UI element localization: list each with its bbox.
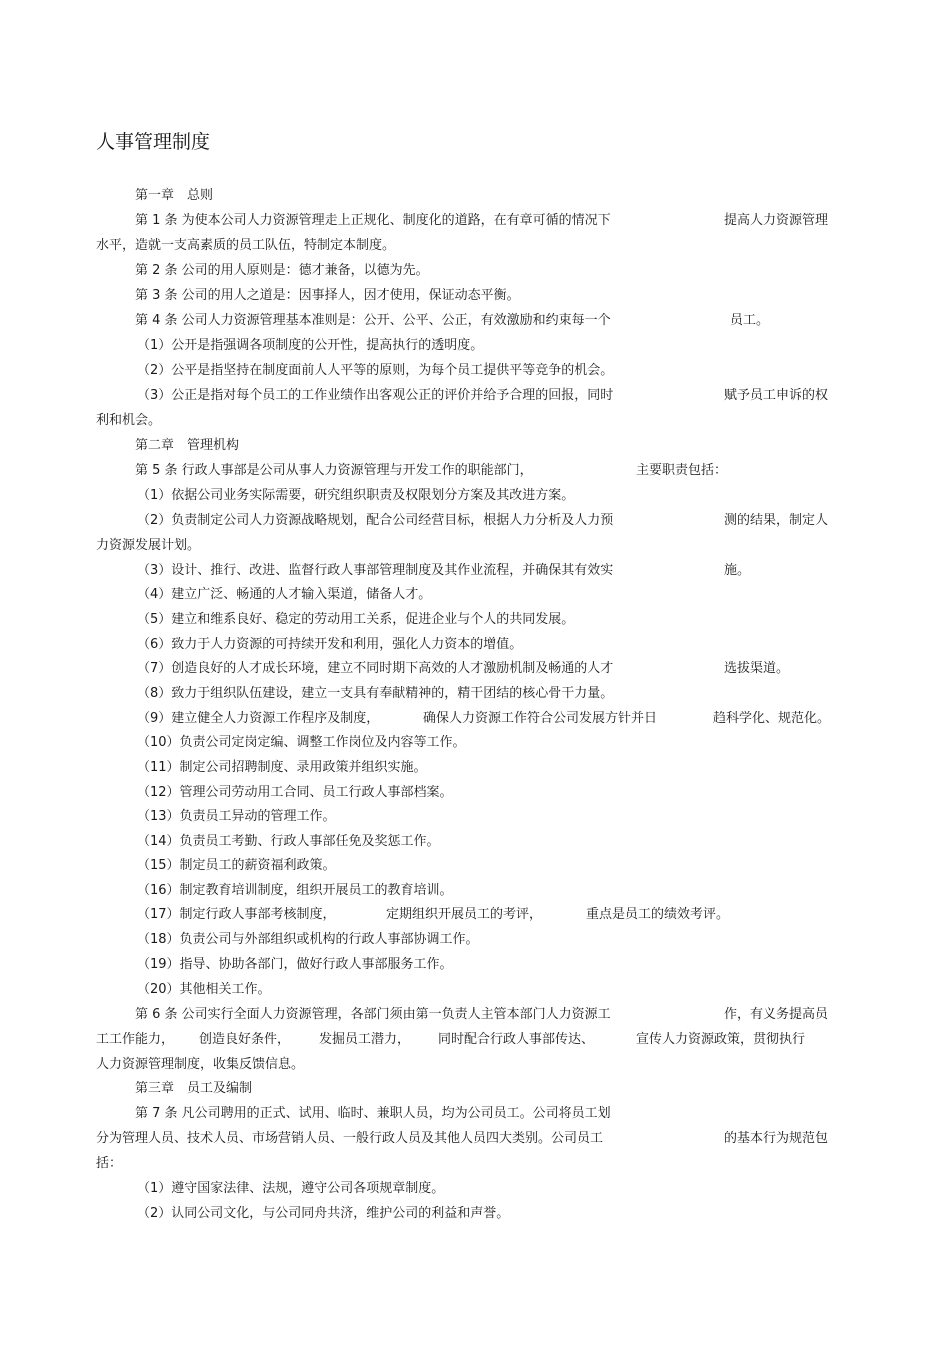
article-5-item-9-part-2: 确保人力资源工作符合公司发展方针并日 <box>423 711 658 726</box>
article-4-item-3-line-1: （3）公正是指对每个员工的工作业绩作出客观公正的评价并给予合理的回报，同时 <box>137 388 614 403</box>
article-4-item-2: （2）公平是指坚持在制度面前人人平等的原则，为每个员工提供平等竞争的机会。 <box>137 363 614 378</box>
article-5-item-2-line-1: （2）负责制定公司人力资源战略规划，配合公司经营目标，根据人力分析及人力预 <box>137 513 614 528</box>
article-1-line-1: 第 1 条 为使本公司人力资源管理走上正规化、制度化的道路，在有章可循的情况下 <box>135 213 611 228</box>
article-3: 第 3 条 公司的用人之道是：因事择人，因才使用，保证动态平衡。 <box>135 288 520 303</box>
article-5-item-3: （3）设计、推行、改进、监督行政人事部管理制度及其作业流程，并确保其有效实 <box>137 563 614 578</box>
article-6-line-2-part-5: 宣传人力资源政策，贯彻执行 <box>636 1032 806 1047</box>
article-4-item-3-line-2: 利和机会。 <box>96 413 162 428</box>
article-5-item-2-line-2: 力资源发展计划。 <box>96 538 201 553</box>
article-7-item-2: （2）认同公司文化，与公司同舟共济，维护公司的利益和声誉。 <box>137 1206 510 1221</box>
article-6-line-1-tail: 作，有义务提高员 <box>724 1007 829 1022</box>
article-4-line-1: 第 4 条 公司人力资源管理基本准则是：公开、公平、公正，有效激励和约束每一个 <box>135 313 611 328</box>
article-6-line-3: 人力资源管理制度，收集反馈信息。 <box>96 1057 305 1072</box>
article-6-line-2-part-3: 发掘员工潜力， <box>319 1032 411 1047</box>
article-5-item-16: （16）制定教育培训制度，组织开展员工的教育培训。 <box>137 883 453 898</box>
document-title: 人事管理制度 <box>96 131 211 153</box>
article-5-item-2-line-1-tail: 测的结果，制定人 <box>724 513 829 528</box>
article-7-item-1: （1）遵守国家法律、法规，遵守公司各项规章制度。 <box>137 1181 445 1196</box>
article-5-item-7: （7）创造良好的人才成长环境，建立不同时期下高效的人才激励机制及畅通的人才 <box>137 661 614 676</box>
article-5-line-1: 第 5 条 行政人事部是公司从事人力资源管理与开发工作的职能部门， <box>135 463 533 478</box>
article-1-line-2: 水平，造就一支高素质的员工队伍，特制定本制度。 <box>96 238 396 253</box>
article-7-line-3: 括： <box>96 1156 123 1171</box>
article-6-line-2-part-4: 同时配合行政人事部传达、 <box>438 1032 595 1047</box>
chapter-2-heading: 第二章 管理机构 <box>135 438 240 453</box>
article-7-line-2: 分为管理人员、技术人员、市场营销人员、一般行政人员及其他人员四大类别。公司员工 <box>96 1131 604 1146</box>
article-5-item-14: （14）负责员工考勤、行政人事部任免及奖惩工作。 <box>137 834 440 849</box>
article-7-line-2-tail: 的基本行为规范包 <box>724 1131 829 1146</box>
article-5-item-9-part-3: 趋科学化、规范化。 <box>713 711 831 726</box>
article-7-line-1: 第 7 条 凡公司聘用的正式、试用、临时、兼职人员，均为公司员工。公司将员工划 <box>135 1106 611 1121</box>
article-5-item-17-part-1: （17）制定行政人事部考核制度， <box>137 907 336 922</box>
article-5-item-12: （12）管理公司劳动用工合同、员工行政人事部档案。 <box>137 785 453 800</box>
article-5-item-10: （10）负责公司定岗定编、调整工作岗位及内容等工作。 <box>137 735 466 750</box>
article-1-line-1-tail: 提高人力资源管理 <box>724 213 829 228</box>
article-5-line-1-tail: 主要职责包括： <box>636 463 728 478</box>
article-5-item-19: （19）指导、协助各部门，做好行政人事部服务工作。 <box>137 957 453 972</box>
article-5-item-6: （6）致力于人力资源的可持续开发和利用，强化人力资本的增值。 <box>137 637 523 652</box>
chapter-1-heading: 第一章 总则 <box>135 188 214 203</box>
article-6-line-2-part-2: 创造良好条件， <box>199 1032 291 1047</box>
article-5-item-15: （15）制定员工的薪资福利政策。 <box>137 858 336 873</box>
article-5-item-8: （8）致力于组织队伍建设，建立一支具有奉献精神的，精干团结的核心骨干力量。 <box>137 686 614 701</box>
article-5-item-17-part-3: 重点是员工的绩效考评。 <box>586 907 730 922</box>
article-5-item-7-tail: 选拔渠道。 <box>724 661 790 676</box>
article-4-item-3-line-1-tail: 赋予员工申诉的权 <box>724 388 829 403</box>
article-4-line-1-tail: 员工。 <box>730 313 770 328</box>
article-5-item-3-tail: 施。 <box>724 563 751 578</box>
article-5-item-9-part-1: （9）建立健全人力资源工作程序及制度， <box>137 711 380 726</box>
article-6-line-2-part-1: 工工作能力， <box>96 1032 175 1047</box>
article-5-item-5: （5）建立和维系良好、稳定的劳动用工关系，促进企业与个人的共同发展。 <box>137 612 575 627</box>
article-2: 第 2 条 公司的用人原则是：德才兼备，以德为先。 <box>135 263 429 278</box>
article-6-line-1: 第 6 条 公司实行全面人力资源管理，各部门须由第一负责人主管本部门人力资源工 <box>135 1007 611 1022</box>
article-5-item-17-part-2: 定期组织开展员工的考评， <box>386 907 543 922</box>
article-5-item-20: （20）其他相关工作。 <box>137 982 271 997</box>
article-5-item-13: （13）负责员工异动的管理工作。 <box>137 809 336 824</box>
article-5-item-11: （11）制定公司招聘制度、录用政策并组织实施。 <box>137 760 427 775</box>
article-4-item-1: （1）公开是指强调各项制度的公开性，提高执行的透明度。 <box>137 338 484 353</box>
article-5-item-4: （4）建立广泛、畅通的人才输入渠道，储备人才。 <box>137 587 432 602</box>
article-5-item-1: （1）依据公司业务实际需要，研究组织职责及权限划分方案及其改进方案。 <box>137 488 575 503</box>
article-5-item-18: （18）负责公司与外部组织或机构的行政人事部协调工作。 <box>137 932 479 947</box>
chapter-3-heading: 第三章 员工及编制 <box>135 1081 253 1096</box>
